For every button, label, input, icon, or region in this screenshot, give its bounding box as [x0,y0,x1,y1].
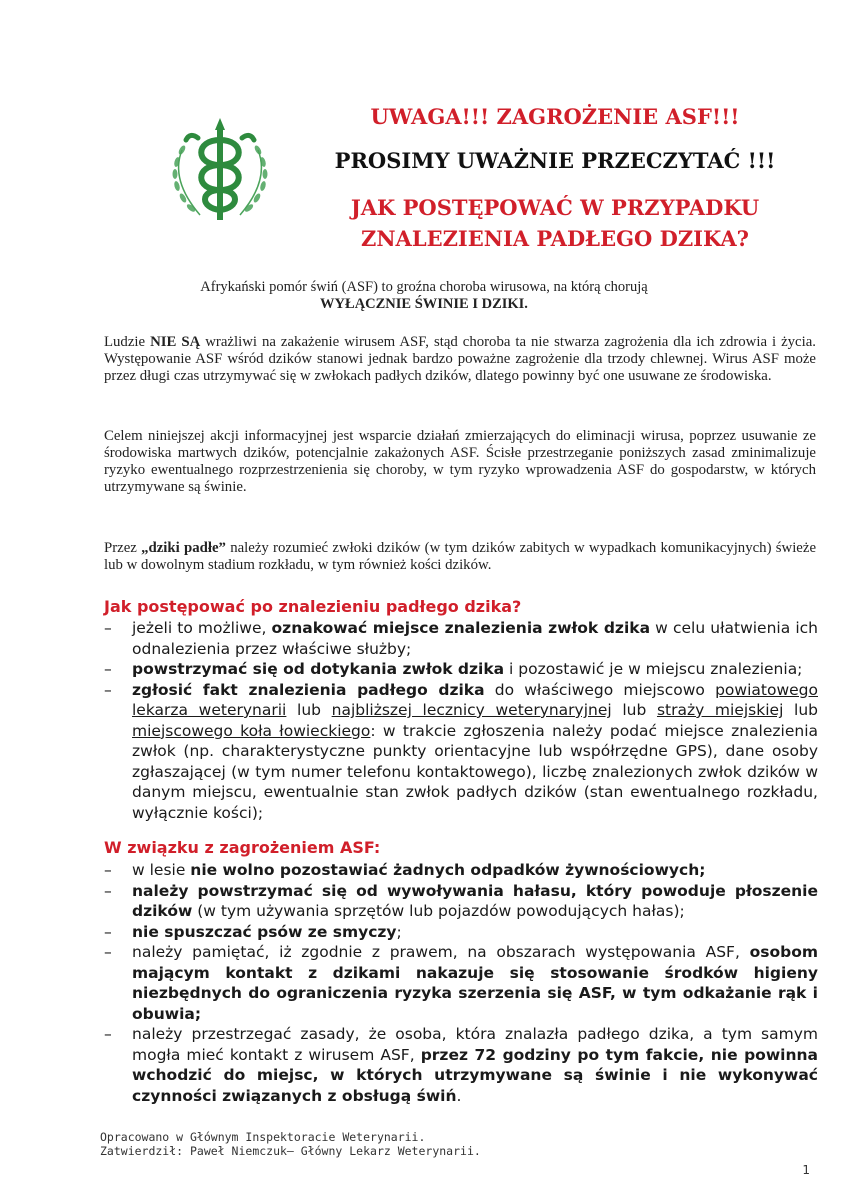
list-item [104,618,818,659]
intro-paragraph [104,279,744,313]
asf-threat-list [104,860,818,1106]
vet-officer-link: powiatowego lekarza weterynarii [132,680,818,719]
s2i2-b: należy powstrzymać się od wywoływania hałasu, który powoduje płoszenie dzików [132,881,818,920]
s2i5-c: . [456,1086,462,1105]
paragraph-human-safety [104,334,816,385]
s2i5-b: przez 72 godziny po tym fakcie, nie powinna wchodzić do miejsc, w których utrzymywane są świnie i nie wykonywać czynności związanych z obsługą świń [132,1045,818,1105]
list-item [104,680,818,824]
s1i3-b: zgłosić fakt znalezienia padłego dzika [132,680,485,699]
city-guard-link: straży miejskiej [656,701,784,719]
s1i3-f: lub [783,701,818,719]
s2i4-b: osobom mającym kontakt z dzikami nakazuje się stosowanie środków higieny niezbędnych do ograniczenia ryzyka szerzenia się ASF, w tym odkażanie rąk i obuwia; [132,943,818,1023]
s2i1-b: nie wolno pozostawiać żadnych odpadków żywnościowych; [190,861,706,879]
s2i4-a: należy pamiętać, iż zgodnie z prawem, na obszarach występowania ASF, [132,943,750,961]
p1-rest: wrażliwi na zakażenie wirusem ASF, stąd choroba ta nie stwarza zagrożenia dla ich zdrowia i życia. Występowanie ASF wśród dzików stanowi jednak bardzo poważne zagrożenie dla trzody chlewnej. Wirus ASF może przez długi czas utrzymywać się w zwłokach padłych dzików, dlatego powinny być one usuwane ze środowiska. [104,334,816,384]
list-item [104,1024,818,1106]
s1i1-b: oznakować miejsce znalezienia zwłok dzika [271,619,651,637]
s1i2-b: powstrzymać się od dotykania zwłok dzika [132,660,505,678]
warning-title: UWAGA!!! ZAGROŻENIE ASF!!! [370,104,740,129]
s1i3-d: lub [286,701,332,719]
page-number: 1 [802,1163,810,1177]
s1i3-c: do właściwego miejscowo [484,680,716,699]
main-question-line1: JAK POSTĘPOWAĆ W PRZYPADKU [350,195,760,220]
p3-bold: „dziki padłe” [141,540,226,556]
list-item [104,860,818,881]
p3-start: Przez [104,540,142,556]
s1i1-c: w celu ułatwienia ich odnalezienia przez właściwe służby; [132,619,818,658]
p1-start: Ludzie [104,334,151,350]
list-item [104,922,818,943]
s2i3-b: nie spuszczać psów ze smyczy [132,922,397,941]
footer-credits [100,1130,481,1158]
paragraph-campaign-goal [104,428,816,496]
s2i1-a: w lesie [132,861,191,879]
p1-bold: NIE SĄ [150,334,201,350]
s1i2-c: i pozostawić je w miejscu znalezienia; [504,660,803,678]
s1i3-g: : w trakcie zgłoszenia należy podać miejsce znalezienia zwłok (np. charakterystyczne punkty orientacyjne lub współrzędne GPS), dane osoby zgłaszającej (w tym numer telefonu kontaktowego), liczbę znalezionych zwłok dzików w danym miejscu, ewentualnie stan zwłok padłych dzików (stan ewentualnego rozkładu, wyłącznie kości); [132,721,818,822]
paragraph-definition [104,540,816,574]
list-item [104,942,818,1024]
s1i3-e: lub [611,701,657,719]
p3-rest: należy rozumieć zwłoki dzików (w tym dzików zabitych w wypadkach komunikacyjnych) świeże lub w dowolnym stadium rozkładu, w tym również kości dzików. [104,540,817,573]
s2i5-a: należy przestrzegać zasady, że osoba, która znalazła padłego dzika, a tym samym mogła mieć kontakt z wirusem ASF, [132,1025,818,1064]
list-item [104,659,818,680]
footer-line2: Zatwierdził: Paweł Niemczuk– Główny Lekarz Weterynarii. [100,1144,481,1158]
s2i3-c: ; [396,922,402,941]
section-asf-threat-title: W związku z zagrożeniem ASF: [104,838,381,857]
s1i1-a: jeżeli to możliwe, [132,619,272,637]
footer-line1: Opracowano w Głównym Inspektoracie Weterynarii. [100,1130,426,1144]
main-question-line2: ZNALEZIENIA PADŁEGO DZIKA? [361,226,749,251]
vet-clinic-link: najbliższej lecznicy weterynaryjnej [331,701,612,719]
hunting-club-link: miejscowego koła łowieckiego [132,721,371,740]
intro-emphasis: WYŁĄCZNIE ŚWINIE I DZIKI. [320,296,528,312]
list-item [104,881,818,922]
read-carefully-heading: PROSIMY UWAŻNIE PRZECZYTAĆ !!! [334,148,776,173]
p2-text: Celem niniejszej akcji informacyjnej jest wsparcie działań zmierzających do eliminacji wirusa, poprzez usuwanie ze środowiska martwych dzików, potencjalnie zakażonych ASF. Ścisłe przestrzeganie poniższych zasad zminimalizuje ryzyko ewentualnego rozprzestrzenienia się choroby, w tym ryzyko wprowadzenia ASF do gospodarstw, w których utrzymywane są świnie. [104,428,816,495]
intro-line1: Afrykański pomór świń (ASF) to groźna choroba wirusowa, na którą chorują [200,279,648,295]
found-boar-list [104,618,818,823]
main-question-heading [300,192,810,254]
caduceus-logo-icon [160,110,280,230]
section-found-boar-title: Jak postępować po znalezieniu padłego dzika? [104,597,522,616]
s2i2-c: (w tym używania sprzętów lub pojazdów powodujących hałas); [192,902,685,920]
